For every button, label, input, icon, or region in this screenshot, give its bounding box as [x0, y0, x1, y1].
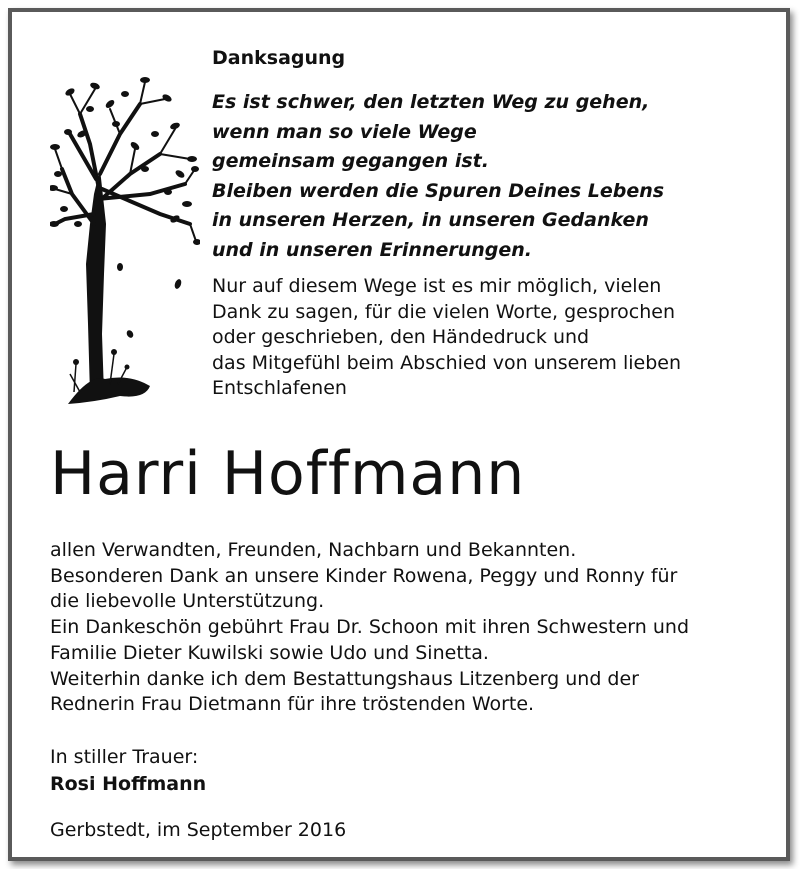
notice-heading: Danksagung [212, 47, 346, 69]
intro-paragraph [212, 274, 681, 402]
thanks-line: Ein Dankeschön gebührt Frau Dr. Schoon mit ihren Schwestern und [50, 616, 690, 639]
memorial-poem [212, 88, 664, 265]
intro-line: oder geschrieben, den Händedruck und [212, 326, 590, 348]
thanks-paragraph [50, 538, 689, 718]
poem-line: gemeinsam gegangen ist. [212, 150, 489, 172]
poem-line: Bleiben werden die Spuren Deines Lebens [212, 179, 665, 202]
thanks-line: die liebevolle Unterstützung. [50, 590, 325, 613]
poem-line: in unseren Herzen, in unseren Gedanken [212, 209, 649, 231]
thanks-line: Besonderen Dank an unsere Kinder Rowena, Peggy und Ronny für [50, 564, 678, 587]
signer-name: Rosi Hoffmann [50, 773, 207, 795]
thanks-line: allen Verwandten, Freunden, Nachbarn und Bekannten. [50, 539, 577, 561]
thanks-line: Familie Dieter Kuwilski sowie Udo und Sinetta. [50, 641, 489, 664]
poem-line: und in unseren Erinnerungen. [212, 238, 533, 261]
mourning-label: In stiller Trauer: [50, 746, 199, 768]
intro-line: Dank zu sagen, für die vielen Worte, gesprochen [212, 300, 676, 323]
poem-line: Es ist schwer, den letzten Weg zu gehen, [212, 91, 650, 113]
intro-line: Nur auf diesem Wege ist es mir möglich, vielen [212, 275, 662, 297]
intro-line: Entschlafenen [212, 377, 347, 399]
tree-with-falling-leaves-icon [50, 74, 200, 409]
poem-line: wenn man so viele Wege [212, 120, 477, 143]
deceased-name: Harri Hoffmann [50, 439, 526, 509]
notice-frame [8, 8, 790, 861]
thanks-line: Rednerin Frau Dietmann für ihre tröstenden Worte. [50, 693, 535, 716]
thanks-line: Weiterhin danke ich dem Bestattungshaus Litzenberg und der [50, 667, 639, 690]
intro-line: das Mitgefühl beim Abschied von unserem lieben [212, 351, 681, 374]
place-and-date: Gerbstedt, im September 2016 [50, 819, 347, 841]
